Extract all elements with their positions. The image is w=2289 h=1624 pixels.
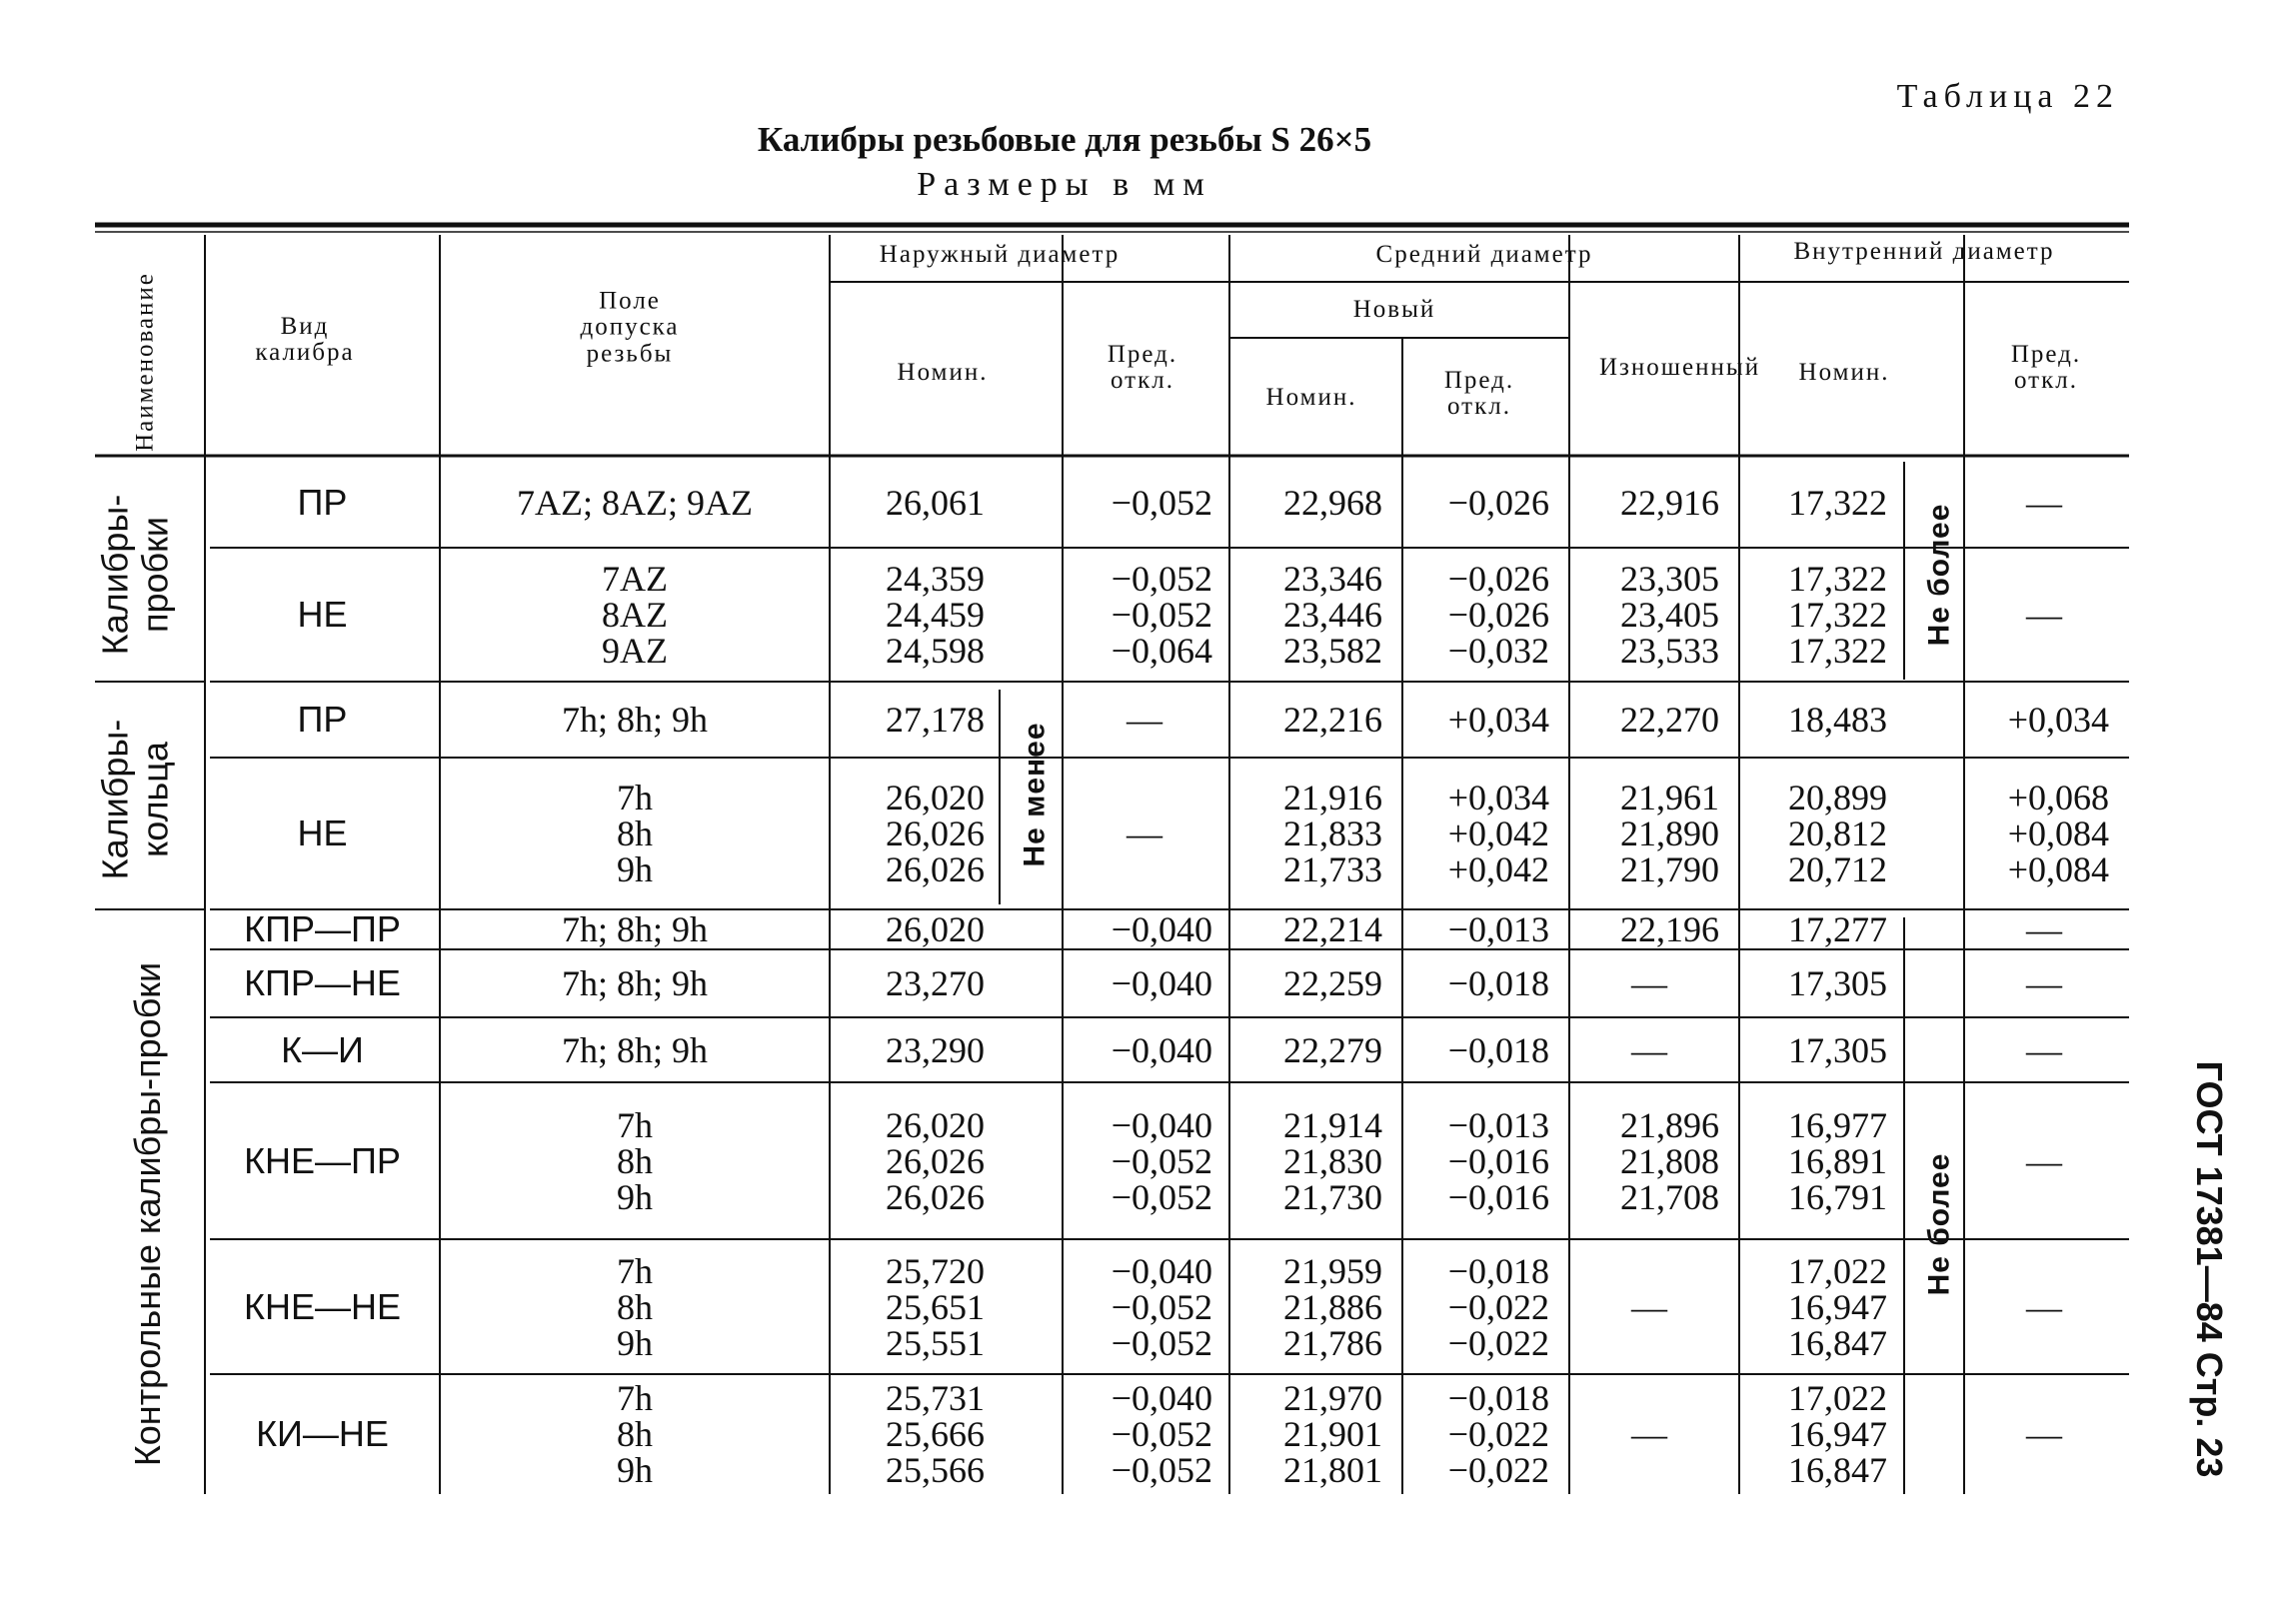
cell-outer-dev: −0,052	[1111, 1286, 1212, 1327]
cell-outer-dev: −0,040	[1111, 909, 1212, 949]
cell-tol: 9AZ	[602, 631, 668, 671]
cell-inner-nom: 18,483	[1788, 700, 1887, 740]
cell-outer-nom: 24,598	[886, 631, 985, 671]
cell-inner-nom: 17,305	[1788, 1029, 1887, 1070]
cell-mid-nom: 21,914	[1283, 1104, 1382, 1145]
cell-mid-nom: 23,582	[1283, 631, 1382, 671]
header-mid: Средний диаметр	[1375, 240, 1593, 268]
cell-inner-dev: —	[2026, 963, 2062, 1003]
cell-outer-dev: −0,052	[1111, 1176, 1212, 1217]
cell-mid-dev: +0,042	[1447, 813, 1549, 853]
side-reference: ГОСТ 17381—84 Стр. 23	[2188, 1060, 2230, 1478]
header-name: Наименование	[131, 272, 159, 452]
cell-inner-nom: 16,947	[1788, 1414, 1887, 1454]
cell-mid-nom: 21,959	[1283, 1250, 1382, 1291]
cell-mid-dev: +0,042	[1447, 849, 1549, 889]
cell-mid-worn: 23,305	[1620, 559, 1719, 599]
cell-mid-nom: 21,901	[1283, 1414, 1382, 1454]
cell-outer-dev: −0,052	[1111, 595, 1212, 635]
cell-mid-dev: −0,016	[1447, 1140, 1549, 1181]
cell-outer-nom: 26,020	[886, 909, 985, 949]
header-outer-dev: Пред. откл.	[1107, 340, 1178, 394]
cell-kind: КИ—НЕ	[256, 1413, 389, 1454]
cell-inner-nom: 20,812	[1788, 813, 1887, 853]
cell-mid-dev: −0,032	[1447, 631, 1549, 671]
cell-mid-nom: 22,259	[1283, 963, 1382, 1003]
cell-mid-dev: −0,013	[1447, 909, 1549, 949]
cell-tol: 9h	[617, 1322, 653, 1363]
cell-mid-dev: −0,026	[1447, 483, 1549, 523]
cell-mid-dev: −0,018	[1447, 963, 1549, 1003]
cell-outer-nom: 26,026	[886, 1140, 985, 1181]
cell-inner-nom: 16,947	[1788, 1286, 1887, 1327]
cell-outer-nom: 23,270	[886, 963, 985, 1003]
cell-outer-dev: −0,052	[1111, 1450, 1212, 1490]
cell-kind: К—И	[281, 1028, 364, 1070]
cell-mid-nom: 21,833	[1283, 813, 1382, 853]
cell-mid-nom: 21,801	[1283, 1450, 1382, 1490]
cell-mid-nom: 21,786	[1283, 1322, 1382, 1363]
cell-inner-nom: 17,022	[1788, 1250, 1887, 1291]
cell-mid-worn: —	[1631, 1414, 1667, 1454]
cell-inner-dev: +0,068	[2007, 778, 2109, 817]
cell-inner-dev: —	[2026, 1140, 2062, 1181]
header-inner: Внутренний диаметр	[1793, 237, 2055, 265]
cell-outer-dev: −0,052	[1111, 1140, 1212, 1181]
cell-outer-nom: 26,026	[886, 813, 985, 853]
cell-tol: 7h; 8h; 9h	[561, 909, 709, 949]
cell-outer-dev: −0,052	[1111, 559, 1212, 599]
cell-inner-dev: —	[2026, 1029, 2062, 1070]
cell-mid-dev: −0,022	[1447, 1414, 1549, 1454]
cell-mid-nom: 22,216	[1283, 700, 1382, 740]
cell-tol: 8h	[617, 1140, 653, 1181]
cell-outer-dev: −0,040	[1111, 1378, 1212, 1418]
cell-tol: 7h	[617, 1104, 653, 1145]
cell-outer-nom: 25,720	[886, 1250, 985, 1291]
cell-inner-dev: +0,034	[2007, 700, 2109, 740]
cell-outer-nom: 26,020	[886, 1104, 985, 1145]
cell-outer-nom: 23,290	[886, 1029, 985, 1070]
cell-inner-nom: 17,322	[1788, 595, 1887, 635]
cell-inner-nom: 16,977	[1788, 1104, 1887, 1145]
cell-mid-nom: 22,279	[1283, 1029, 1382, 1070]
cell-kind: КНЕ—НЕ	[244, 1285, 401, 1327]
cell-tol: 9h	[617, 1176, 653, 1217]
cell-mid-worn: 21,896	[1620, 1104, 1719, 1145]
cell-mid-nom: 21,886	[1283, 1286, 1382, 1327]
cell-mid-dev: −0,018	[1447, 1029, 1549, 1070]
group-control: Контрольные калибры-пробки	[127, 961, 169, 1467]
cell-mid-worn: 21,790	[1620, 849, 1719, 889]
cell-mid-nom: 21,733	[1283, 849, 1382, 889]
header-mid-dev: Пред. откл.	[1443, 366, 1515, 420]
group-plugs: Калибры-пробки	[94, 494, 175, 656]
cell-mid-nom: 21,916	[1283, 778, 1382, 817]
cell-mid-nom: 21,830	[1283, 1140, 1382, 1181]
cell-tol: 7AZ	[602, 559, 668, 599]
cell-inner-dev: —	[2026, 1414, 2062, 1454]
cell-mid-nom: 22,214	[1283, 909, 1382, 949]
cell-mid-dev: +0,034	[1447, 778, 1549, 817]
cell-outer-nom: 25,666	[886, 1414, 985, 1454]
cell-mid-dev: +0,034	[1447, 700, 1549, 740]
cell-kind: ПР	[297, 699, 348, 740]
cell-outer-dev: −0,040	[1111, 1250, 1212, 1291]
cell-tol: 8h	[617, 1286, 653, 1327]
cell-tol: 9h	[617, 1450, 653, 1490]
cell-inner-nom: 20,712	[1788, 849, 1887, 889]
cell-outer-nom: 26,061	[886, 483, 985, 523]
cell-mid-worn: 23,533	[1620, 631, 1719, 671]
table-label: Таблица 22	[1896, 78, 2119, 115]
group-rings: Калибры-кольца	[94, 719, 175, 880]
cell-inner-nom: 17,322	[1788, 559, 1887, 599]
cell-outer-nom: 25,551	[886, 1322, 985, 1363]
cell-mid-nom: 23,446	[1283, 595, 1382, 635]
cell-tol: 7h; 8h; 9h	[561, 700, 709, 740]
note-not-less-rings: Не менее	[1018, 722, 1052, 867]
header-mid-new: Новый	[1352, 295, 1436, 323]
cell-inner-nom: 20,899	[1788, 778, 1887, 817]
cell-outer-nom: 27,178	[886, 700, 985, 740]
cell-mid-dev: −0,026	[1447, 595, 1549, 635]
cell-inner-nom: 16,891	[1788, 1140, 1887, 1181]
cell-outer-nom: 24,459	[886, 595, 985, 635]
cell-inner-nom: 17,305	[1788, 963, 1887, 1003]
page-subtitle: Размеры в мм	[917, 166, 1212, 203]
cell-tol: 7h; 8h; 9h	[561, 1029, 709, 1070]
cell-inner-nom: 17,022	[1788, 1378, 1887, 1418]
header-outer: Наружный диаметр	[879, 240, 1121, 268]
cell-outer-dev: −0,040	[1111, 1029, 1212, 1070]
page-title: Калибры резьбовые для резьбы S 26×5	[757, 120, 1372, 159]
cell-outer-dev: −0,052	[1111, 483, 1212, 523]
cell-outer-nom: 25,731	[886, 1378, 985, 1418]
cell-outer-nom: 26,026	[886, 1176, 985, 1217]
cell-mid-dev: −0,022	[1447, 1286, 1549, 1327]
cell-inner-dev: —	[2026, 1286, 2062, 1327]
cell-inner-nom: 17,322	[1788, 483, 1887, 523]
cell-tol: 8AZ	[602, 595, 668, 635]
cell-inner-nom: 17,322	[1788, 631, 1887, 671]
cell-mid-worn: 21,808	[1620, 1140, 1719, 1181]
cell-mid-worn: 23,405	[1620, 595, 1719, 635]
cell-outer-nom: 25,566	[886, 1450, 985, 1490]
cell-mid-worn: 21,890	[1620, 813, 1719, 853]
note-not-more-control: Не более	[1922, 1152, 1956, 1296]
cell-tol: 7h	[617, 1250, 653, 1291]
cell-tol: 7h	[617, 1378, 653, 1418]
cell-mid-dev: −0,013	[1447, 1104, 1549, 1145]
header-outer-nom: Номин.	[897, 358, 989, 386]
cell-mid-dev: −0,022	[1447, 1322, 1549, 1363]
header-inner-dev: Пред. откл.	[2010, 340, 2082, 394]
header-mid-worn: Изношенный	[1599, 353, 1761, 381]
cell-mid-nom: 22,968	[1283, 483, 1382, 523]
cell-kind: КПР—НЕ	[244, 962, 401, 1003]
cell-inner-nom: 17,277	[1788, 909, 1887, 949]
cell-mid-dev: −0,022	[1447, 1450, 1549, 1490]
header-kind: Вид калибра	[255, 312, 355, 366]
cell-kind: НЕ	[297, 812, 348, 853]
cell-inner-nom: 16,791	[1788, 1176, 1887, 1217]
cell-tol: 7h; 8h; 9h	[561, 963, 709, 1003]
cell-inner-dev: —	[2026, 595, 2062, 635]
cell-tol: 7AZ; 8AZ; 9AZ	[517, 483, 753, 523]
cell-tol: 8h	[617, 813, 653, 853]
cell-mid-worn: 22,270	[1620, 700, 1719, 740]
cell-kind: НЕ	[297, 594, 348, 635]
cell-mid-nom: 21,970	[1283, 1378, 1382, 1418]
cell-outer-dev: −0,052	[1111, 1322, 1212, 1363]
cell-inner-dev: +0,084	[2007, 813, 2109, 853]
cell-tol: 7h	[617, 778, 653, 817]
cell-inner-nom: 16,847	[1788, 1322, 1887, 1363]
cell-mid-dev: −0,018	[1447, 1250, 1549, 1291]
cell-mid-nom: 23,346	[1283, 559, 1382, 599]
cell-kind: КПР—ПР	[244, 908, 401, 949]
cell-outer-dev: —	[1127, 813, 1162, 853]
cell-inner-dev: +0,084	[2007, 849, 2109, 889]
cell-mid-nom: 21,730	[1283, 1176, 1382, 1217]
cell-outer-nom: 25,651	[886, 1286, 985, 1327]
header-tolerance: Поле допуска резьбы	[580, 287, 680, 368]
cell-mid-worn: —	[1631, 1286, 1667, 1327]
cell-outer-nom: 26,020	[886, 778, 985, 817]
cell-mid-worn: 21,708	[1620, 1176, 1719, 1217]
cell-outer-nom: 26,026	[886, 849, 985, 889]
cell-mid-worn: —	[1631, 963, 1667, 1003]
cell-outer-nom: 24,359	[886, 559, 985, 599]
header-mid-nom: Номин.	[1265, 383, 1357, 411]
cell-mid-worn: —	[1631, 1029, 1667, 1070]
cell-mid-worn: 21,961	[1620, 778, 1719, 817]
cell-mid-dev: −0,026	[1447, 559, 1549, 599]
cell-inner-dev: —	[2026, 483, 2062, 523]
cell-tol: 8h	[617, 1414, 653, 1454]
cell-outer-dev: −0,052	[1111, 1414, 1212, 1454]
cell-outer-dev: —	[1127, 700, 1162, 740]
cell-tol: 9h	[617, 849, 653, 889]
cell-mid-dev: −0,018	[1447, 1378, 1549, 1418]
note-not-more-plugs: Не более	[1922, 503, 1956, 647]
cell-outer-dev: −0,040	[1111, 963, 1212, 1003]
header-inner-nom: Номин.	[1798, 358, 1890, 386]
cell-kind: КНЕ—ПР	[244, 1139, 401, 1181]
cell-mid-worn: 22,916	[1620, 483, 1719, 523]
cell-inner-nom: 16,847	[1788, 1450, 1887, 1490]
cell-inner-dev: —	[2026, 909, 2062, 949]
cell-mid-dev: −0,016	[1447, 1176, 1549, 1217]
cell-mid-worn: 22,196	[1620, 909, 1719, 949]
cell-outer-dev: −0,064	[1111, 631, 1212, 671]
cell-kind: ПР	[297, 482, 348, 523]
cell-outer-dev: −0,040	[1111, 1104, 1212, 1145]
